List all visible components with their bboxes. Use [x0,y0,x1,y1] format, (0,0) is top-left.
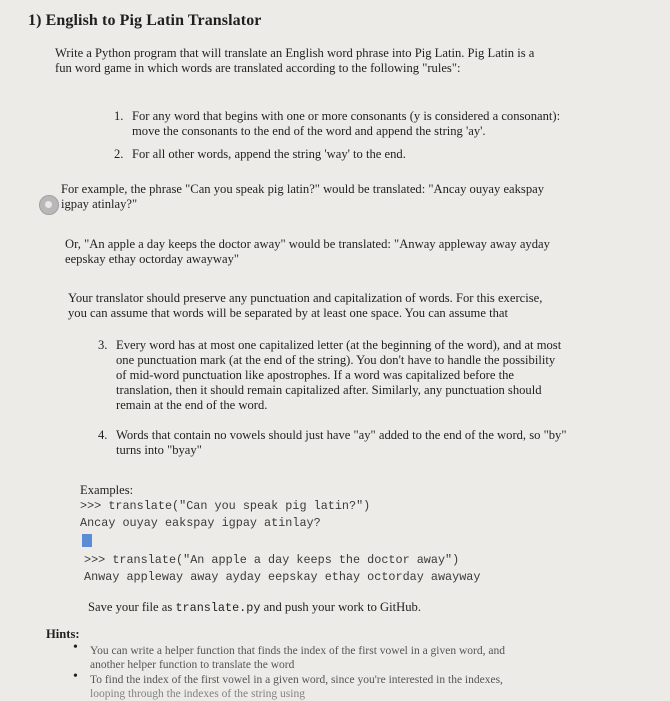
rule-1-line-1: For any word that begins with one or more consonants (y is considered a consonant): [132,109,561,123]
example-output-1: Ancay ouyay eakspay igpay atinlay? [80,516,321,530]
examples-label: Examples: [80,483,134,497]
assumption-3-line-3: of mid-word punctuation like apostrophes. If a word was capitalized before the [116,368,514,382]
assumption-3-number: 3. [98,338,108,352]
hint-1-bullet: • [73,640,78,655]
save-filename: translate.py [175,601,261,615]
intro-line-2: fun word game in which words are translated according to the following "rules": [55,61,461,75]
rule-1-line-2: move the consonants to the end of the word and append the string 'ay'. [132,124,486,138]
example-output-2: Anway appleway away ayday eepskay ethay octorday awayway [84,570,481,584]
example-code-2: >>> translate("An apple a day keeps the doctor away") [84,553,460,567]
page-title: 1) English to Pig Latin Translator [28,12,262,29]
assumption-3-line-4: translation, then it should remain capitalized after. Similarly, any punctuation should [116,383,542,397]
example-2-line-2: eepskay ethay octorday awayway" [65,252,240,266]
rule-2-line-1: For all other words, append the string 'way' to the end. [132,147,406,161]
rule-2-number: 2. [114,147,124,161]
example-1-line-2: igpay atinlay?" [61,197,138,211]
save-suffix: and push your work to GitHub. [263,600,421,614]
hint-2-line-1: To find the index of the first vowel in a given word, since you're interested in the indexes, [90,674,503,686]
example-2-line-1: Or, "An apple a day keeps the doctor away" would be translated: "Anway appleway away ayday [65,237,550,251]
hint-1-line-1: You can write a helper function that finds the index of the first vowel in a given word, and [90,645,505,657]
preserve-line-1: Your translator should preserve any punctuation and capitalization of words. For this exercise, [68,291,543,305]
assumption-4-line-2: turns into "byay" [116,443,202,457]
save-instruction [88,600,421,616]
preserve-line-2: you can assume that words will be separated by at least one space. You can assume that [68,306,508,320]
text-cursor-icon [82,534,92,547]
hint-2-bullet: • [73,669,78,684]
assumption-4-number: 4. [98,428,108,442]
assumption-3-line-1: Every word has at most one capitalized letter (at the beginning of the word), and at most [116,338,562,352]
example-1-line-1: For example, the phrase "Can you speak pig latin?" would be translated: "Ancay ouyay eakspay [61,182,545,196]
comment-avatar-icon[interactable] [39,195,59,215]
assumption-3-line-5: remain at the end of the word. [116,398,268,412]
hints-label: Hints: [46,627,80,641]
rule-1-number: 1. [114,109,124,123]
hint-1-line-2: another helper function to translate the word [90,659,295,671]
example-code-1: >>> translate("Can you speak pig latin?") [80,499,371,513]
intro-line-1: Write a Python program that will translate an English word phrase into Pig Latin. Pig Latin is a [55,46,535,60]
save-prefix: Save your file as [88,600,173,614]
hint-2-line-2: looping through the indexes of the string using [90,688,305,700]
assumption-4-line-1: Words that contain no vowels should just have "ay" added to the end of the word, so "by" [116,428,567,442]
assumption-3-line-2: one punctuation mark (at the end of the string). You don't have to handle the possibility [116,353,556,367]
